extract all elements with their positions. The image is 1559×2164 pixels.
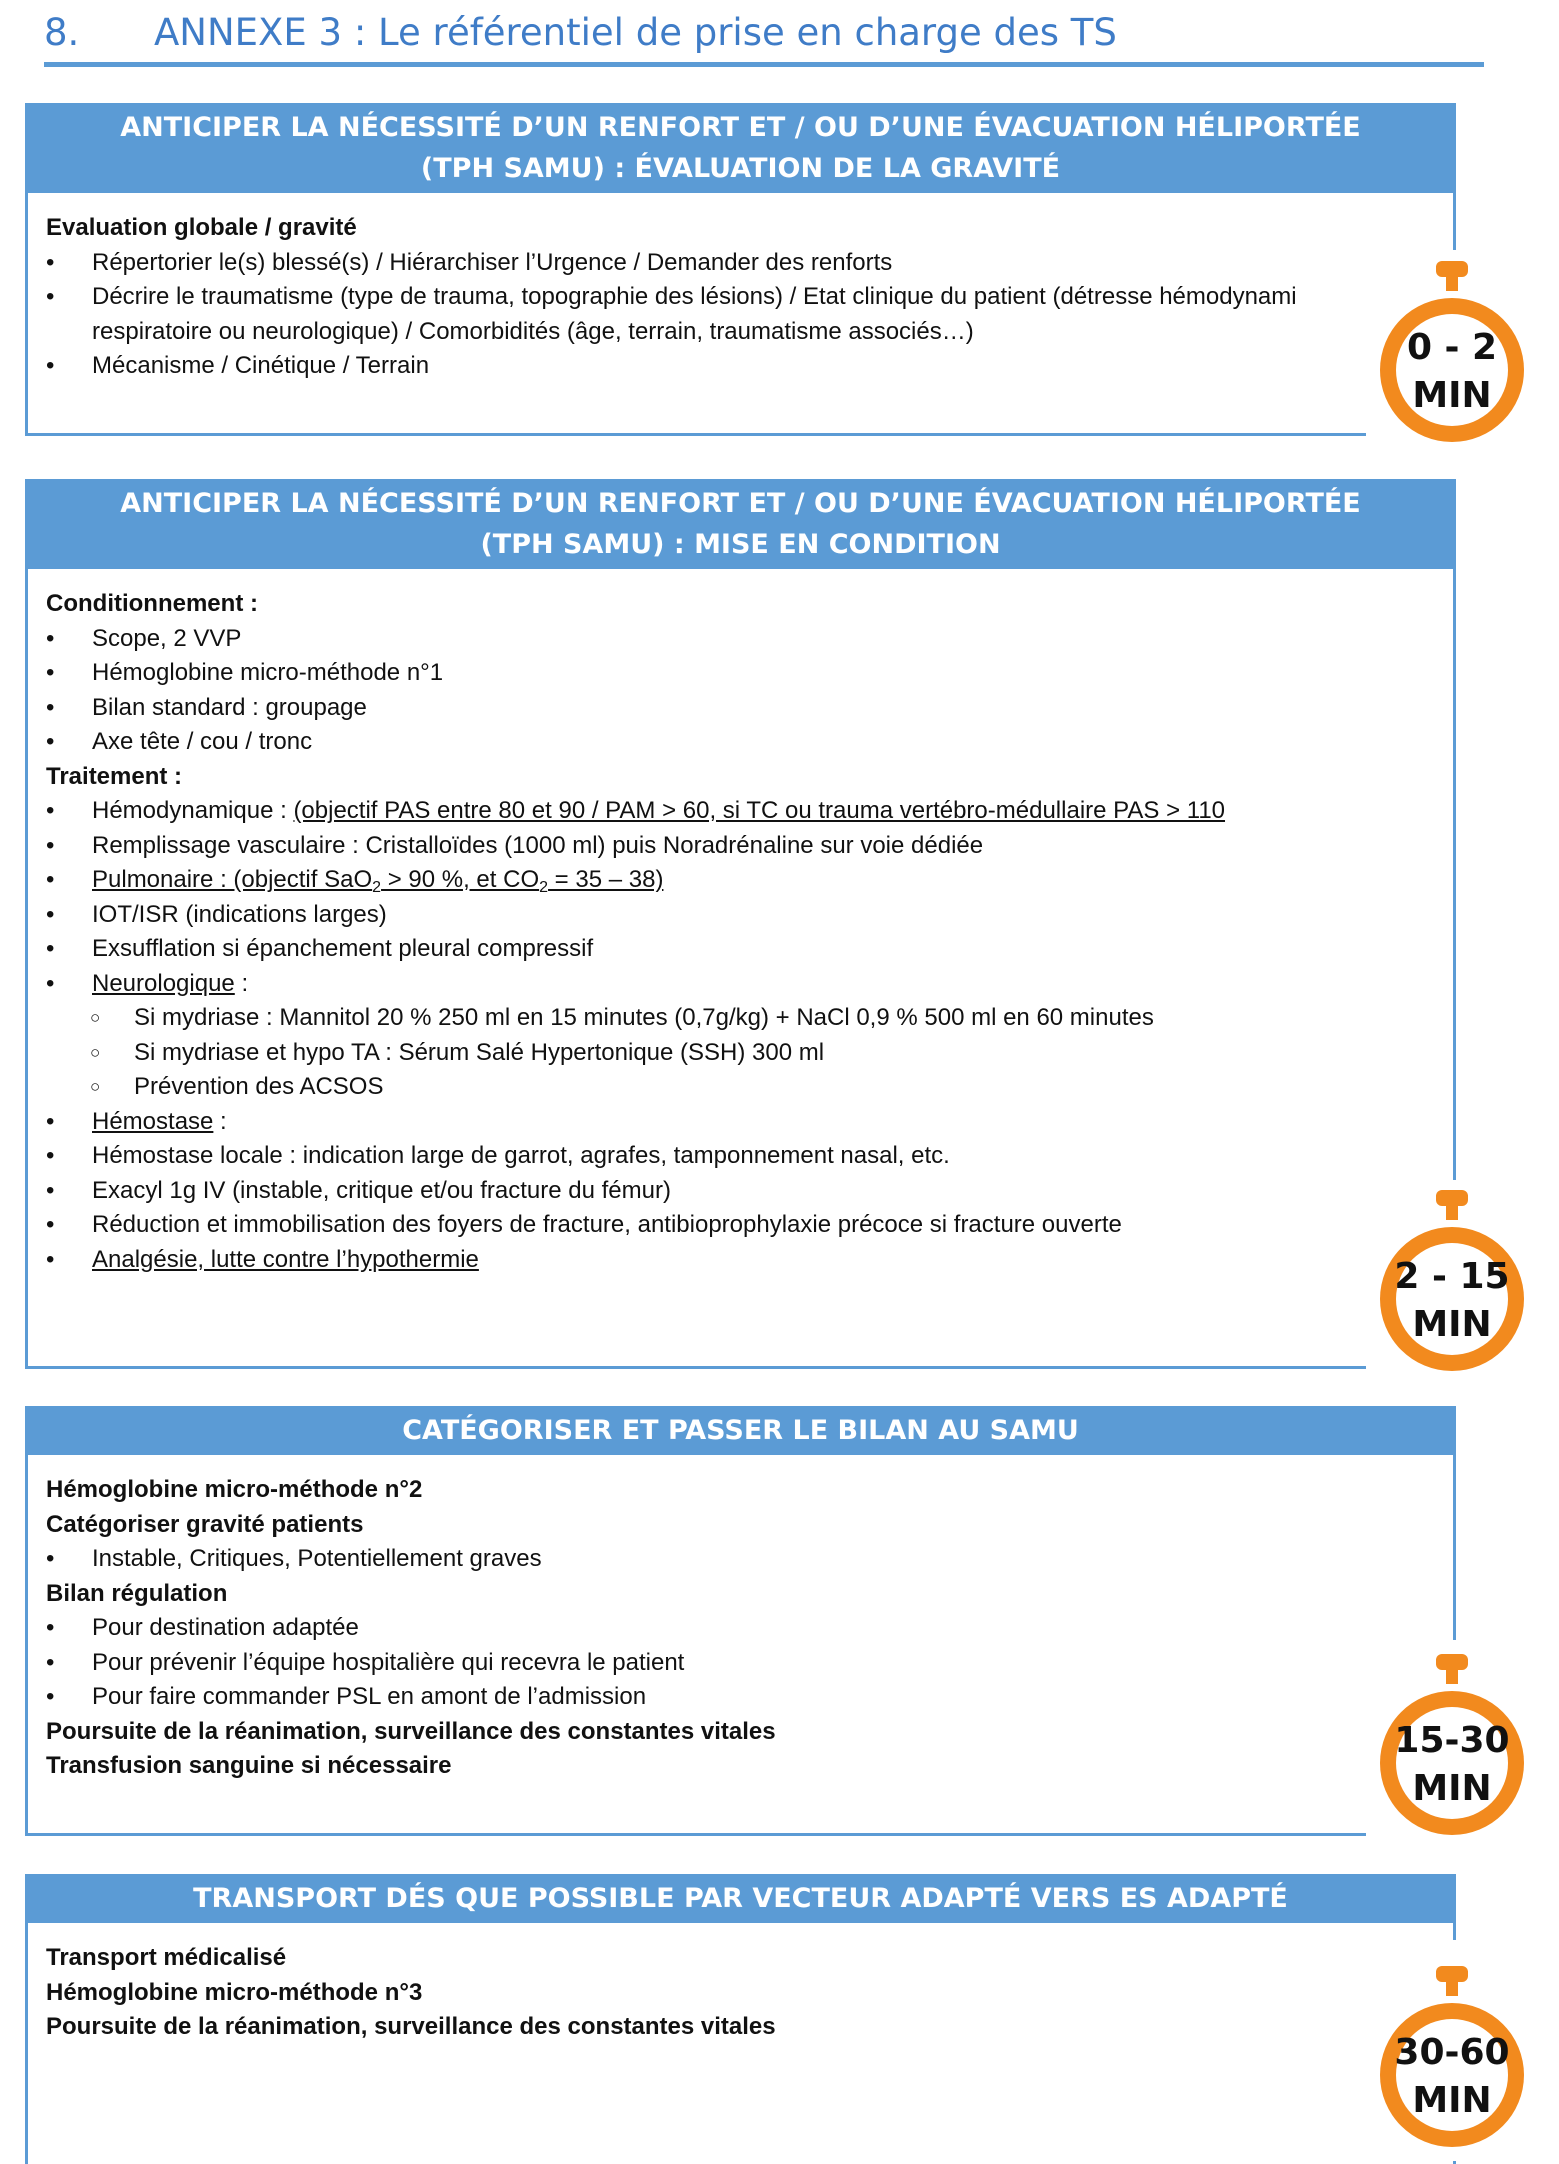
list-item: • Scope, 2 VVP: [46, 622, 1423, 657]
section-header: [28, 1874, 1453, 1923]
timer-value: 15-30: [1394, 1720, 1510, 1761]
list-item-continuation: respiratoire ou neurologique) / Comorbidités (âge, terrain, traumatisme associés…): [92, 317, 974, 345]
subheading: Hémoglobine micro-méthode n°2: [46, 1476, 423, 1503]
stopwatch-icon: [1372, 255, 1532, 450]
subheading: Transfusion sanguine si nécessaire: [46, 1752, 452, 1779]
item-text-part: = 35 – 38): [548, 866, 664, 893]
subheading: Conditionnement :: [46, 590, 258, 617]
subscript: 2: [539, 879, 549, 896]
section-transport: [25, 1874, 1456, 2164]
subheading: Poursuite de la réanimation, surveillance des constantes vitales: [46, 2013, 776, 2040]
subheading: Evaluation globale / gravité: [46, 214, 357, 241]
subheading: Transport médicalisé: [46, 1944, 287, 1971]
sub-list-item: ○ Si mydriase et hypo TA : Sérum Salé Hypertonique (SSH) 300 ml: [46, 1036, 1423, 1071]
list-item: • Instable, Critiques, Potentiellement graves: [46, 1542, 1423, 1577]
list-item: • Pour prévenir l’équipe hospitalière qui recevra le patient: [46, 1646, 1423, 1681]
page-title: [44, 4, 1484, 67]
subheading: Traitement :: [46, 762, 183, 790]
section-header-line: TRANSPORT DÉS QUE POSSIBLE PAR VECTEUR ADAPTÉ VERS ES ADAPTÉ: [193, 1883, 1288, 1914]
section-title: ANNEXE 3 : Le référentiel de prise en charge des TS: [154, 11, 1117, 54]
timer-unit: MIN: [1412, 1768, 1492, 1809]
section-header: [28, 103, 1453, 193]
timer-value: 2 - 15: [1394, 1256, 1510, 1297]
section-header-line: CATÉGORISER ET PASSER LE BILAN AU SAMU: [402, 1415, 1079, 1446]
list-item: • Remplissage vasculaire : Cristalloïdes (1000 ml) puis Noradrénaline sur voie dédiée: [46, 829, 1423, 864]
subheading: Bilan régulation: [46, 1579, 228, 1607]
section-body: [28, 193, 1453, 384]
item-colon: :: [213, 1107, 227, 1135]
subheading: Catégoriser gravité patients: [46, 1510, 364, 1538]
item-text: [92, 866, 664, 896]
item-text-part: > 90 %, et CO: [381, 866, 540, 893]
section-header-line: (TPH SAMU) : MISE EN CONDITION: [480, 529, 1001, 560]
section-body: [28, 1923, 1453, 2045]
list-item: • Pour faire commander PSL en amont de l’admission: [46, 1680, 1423, 1715]
section-body: [28, 1455, 1453, 1784]
section-mise-en-condition: [25, 479, 1456, 1369]
section-header: [28, 479, 1453, 569]
timer-unit: MIN: [1412, 2080, 1492, 2121]
stopwatch-icon: [1372, 1648, 1532, 1843]
subheading: Hémoglobine micro-méthode n°3: [46, 1978, 423, 2006]
timer-unit: MIN: [1412, 375, 1492, 416]
section-bilan-samu: [25, 1406, 1456, 1836]
list-item: • Mécanisme / Cinétique / Terrain: [46, 349, 1423, 384]
section-evaluation-gravite: [25, 103, 1456, 436]
sub-list-item: ○ Prévention des ACSOS: [46, 1070, 1423, 1105]
list-item: [46, 794, 1423, 829]
sub-list-item: ○ Si mydriase : Mannitol 20 % 250 ml en 15 minutes (0,7g/kg) + NaCl 0,9 % 500 ml en 60 minutes: [46, 1001, 1423, 1036]
section-body: [28, 569, 1453, 1277]
list-item: • Réduction et immobilisation des foyers de fracture, antibioprophylaxie précoce si fracture ouverte: [46, 1208, 1423, 1243]
item-label: Hémostase: [92, 1107, 214, 1135]
timer-unit: MIN: [1412, 1304, 1492, 1345]
subscript: 2: [372, 879, 382, 896]
section-header-line: ANTICIPER LA NÉCESSITÉ D’UN RENFORT ET / OU D’UNE ÉVACUATION HÉLIPORTÉE: [120, 488, 1361, 519]
timer-value: 0 - 2: [1406, 327, 1498, 368]
list-item: • Axe tête / cou / tronc: [46, 725, 1423, 760]
section-number: 8.: [44, 11, 80, 54]
item-text: Analgésie, lutte contre l’hypothermie: [92, 1245, 479, 1273]
list-item: • Hémostase locale : indication large de garrot, agrafes, tamponnement nasal, etc.: [46, 1139, 1423, 1174]
stopwatch-icon: [1372, 1184, 1532, 1379]
list-item: • Bilan standard : groupage: [46, 691, 1423, 726]
list-item: [46, 1105, 1423, 1140]
list-item: • Répertorier le(s) blessé(s) / Hiérarchiser l’Urgence / Demander des renforts: [46, 246, 1423, 281]
item-label: Hémodynamique :: [92, 797, 294, 824]
list-item: [46, 967, 1423, 1002]
list-item: [46, 1243, 1423, 1278]
list-item: [46, 863, 1423, 898]
subheading: Poursuite de la réanimation, surveillance des constantes vitales: [46, 1717, 776, 1745]
item-text-part: Pulmonaire : (objectif SaO: [92, 866, 373, 893]
list-item: • Pour destination adaptée: [46, 1611, 1423, 1646]
item-colon: :: [234, 969, 249, 997]
list-item: • Exacyl 1g IV (instable, critique et/ou fracture du fémur): [46, 1174, 1423, 1209]
list-item: • Hémoglobine micro-méthode n°1: [46, 656, 1423, 691]
item-detail: (objectif PAS entre 80 et 90 / PAM > 60, si TC ou trauma vertébro-médullaire PAS > 110: [293, 797, 1226, 824]
item-label: Neurologique: [92, 969, 235, 997]
list-item: • Décrire le traumatisme (type de trauma, topographie des lésions) / Etat clinique du patient (détresse hémodynami: [46, 280, 1423, 315]
stopwatch-icon: [1372, 1960, 1532, 2155]
section-header: [28, 1406, 1453, 1455]
section-header-line: ANTICIPER LA NÉCESSITÉ D’UN RENFORT ET / OU D’UNE ÉVACUATION HÉLIPORTÉE: [120, 112, 1361, 143]
timer-value: 30-60: [1394, 2032, 1510, 2073]
list-item: • IOT/ISR (indications larges): [46, 898, 1423, 933]
section-header-line: (TPH SAMU) : ÉVALUATION DE LA GRAVITÉ: [420, 153, 1061, 184]
list-item: • Exsufflation si épanchement pleural compressif: [46, 932, 1423, 967]
